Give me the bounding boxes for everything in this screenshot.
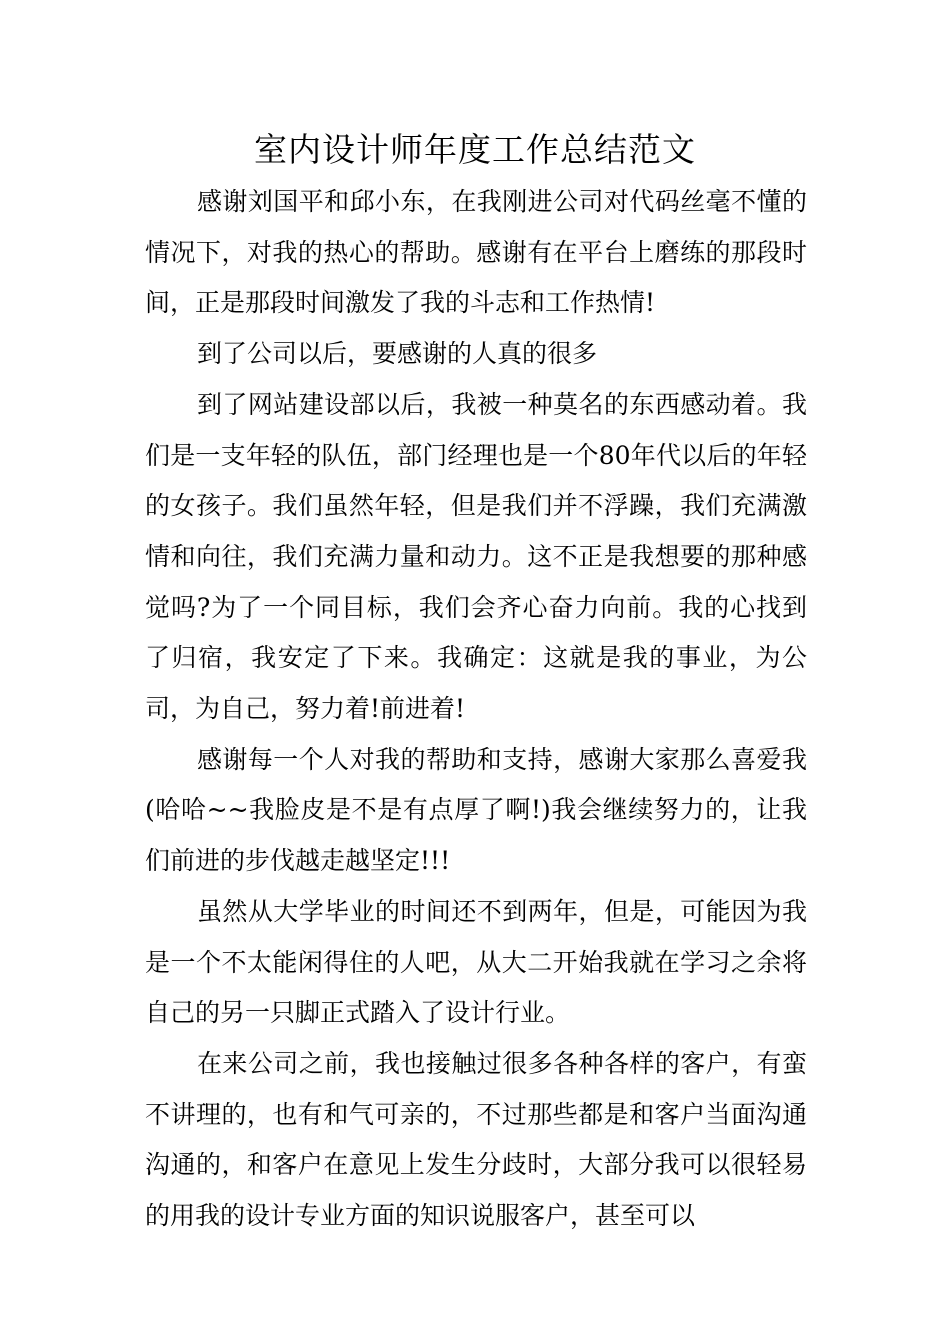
document-body [145,177,807,1242]
paragraph: 到了公司以后，要感谢的人真的很多 [197,339,598,369]
paragraph: 到了网站建设部以后，我被一种莫名的东西感动着。我们是一支年轻的队伍，部门经理也是一个80年代以后的年轻的女孩子。我们虽然年轻，但是我们并不浮躁，我们充满激情和向往，我们充满力量和动力。这不正是我想要的那种感觉吗?为了一个同目标，我们会齐心奋力向前。我的心找到了归宿，我安定了下来。我确定：这就是我的事业，为公司，为自己，努力着!前进着! [145,389,807,724]
paragraph: 虽然从大学毕业的时间还不到两年，但是，可能因为我是一个不太能闲得住的人吧，从大二开始我就在学习之余将自己的另一只脚正式踏入了设计行业。 [145,896,807,1028]
paragraph: 在来公司之前，我也接触过很多各种各样的客户，有蛮不讲理的，也有和气可亲的，不过那些都是和客户当面沟通沟通的，和客户在意见上发生分歧时，大部分我可以很轻易的用我的设计专业方面的知识说服客户，甚至可以 [145,1048,807,1231]
document-title: 室内设计师年度工作总结范文 [254,130,696,169]
paragraph: 感谢每一个人对我的帮助和支持，感谢大家那么喜爱我(哈哈~~我脸皮是不是有点厚了啊!)我会继续努力的，让我们前进的步伐越走越坚定!!! [145,744,807,876]
paragraph: 感谢刘国平和邱小东，在我刚进公司对代码丝毫不懂的情况下，对我的热心的帮助。感谢有在平台上磨练的那段时间，正是那段时间激发了我的斗志和工作热情! [145,187,807,318]
